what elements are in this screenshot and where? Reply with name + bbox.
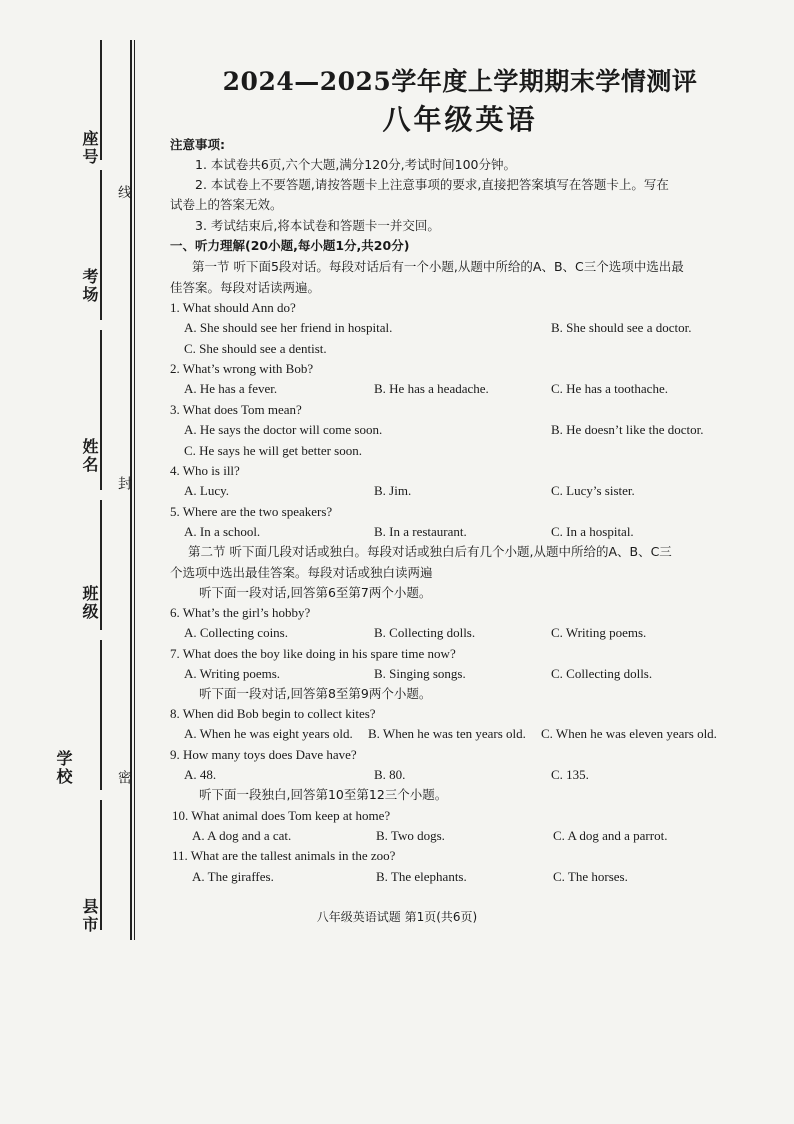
question-10: 10. What animal does Tom keep at home?	[172, 808, 391, 823]
q8-option-c: C. When he was eleven years old.	[541, 726, 717, 741]
part2-instructions: 第二节 听下面几段对话或独白。每段对话或独白后有几个小题,从题中所给的A、B、C三	[188, 544, 672, 559]
exam-title: 2024—2025学年度上学期期末学情测评	[222, 67, 698, 96]
notice-heading: 注意事项:	[170, 137, 225, 152]
q6-option-c: C. Writing poems.	[551, 625, 647, 640]
q2-option-a: A. He has a fever.	[184, 381, 278, 396]
notice-item-2-cont: 试卷上的答案无效。	[170, 197, 283, 212]
question-6: 6. What’s the girl’s hobby?	[170, 605, 311, 620]
binding-line	[130, 40, 132, 940]
question-7: 7. What does the boy like doing in his spare time now?	[170, 646, 456, 661]
name-blank	[100, 330, 102, 490]
question-11: 11. What are the tallest animals in the zoo?	[172, 848, 396, 863]
county-label: 县市	[80, 898, 99, 934]
class-blank	[100, 500, 102, 630]
page-footer: 八年级英语试题 第1页(共6页)	[316, 910, 478, 924]
seal-secret-mark: 密	[116, 770, 132, 784]
q10-option-b: B. Two dogs.	[376, 828, 445, 843]
intro-8-9: 听下面一段对话,回答第8至第9两个小题。	[199, 686, 432, 701]
intro-6-7: 听下面一段对话,回答第6至第7两个小题。	[199, 585, 432, 600]
binding-line-outer	[134, 40, 135, 940]
exam-subtitle: 八年级英语	[382, 103, 538, 136]
q10-option-c: C. A dog and a parrot.	[553, 828, 668, 843]
q6-option-b: B. Collecting dolls.	[374, 625, 476, 640]
q11-option-a: A. The giraffes.	[192, 869, 274, 884]
q8-option-a: A. When he was eight years old.	[184, 726, 353, 741]
binding-margin	[0, 0, 140, 1124]
q11-option-b: B. The elephants.	[376, 869, 467, 884]
q1-option-b: B. She should see a doctor.	[551, 320, 692, 335]
question-1: 1. What should Ann do?	[170, 300, 296, 315]
q4-option-a: A. Lucy.	[184, 483, 230, 498]
part1-instructions-cont: 佳答案。每段对话读两遍。	[170, 280, 321, 295]
q2-option-c: C. He has a toothache.	[551, 381, 668, 396]
part1-instructions: 第一节 听下面5段对话。每段对话后有一个小题,从题中所给的A、B、C三个选项中选出最	[192, 259, 684, 274]
seat-label: 座号	[80, 130, 99, 166]
school-blank	[100, 640, 102, 790]
q7-option-a: A. Writing poems.	[184, 666, 281, 681]
q3-option-a: A. He says the doctor will come soon.	[184, 422, 383, 437]
q11-option-c: C. The horses.	[553, 869, 628, 884]
q7-option-c: C. Collecting dolls.	[551, 666, 653, 681]
q1-option-c: C. She should see a dentist.	[184, 341, 327, 356]
q10-option-a: A. A dog and a cat.	[192, 828, 292, 843]
question-4: 4. Who is ill?	[170, 463, 240, 478]
question-2: 2. What’s wrong with Bob?	[170, 361, 314, 376]
notice-item-2: 2. 本试卷上不要答题,请按答题卡上注意事项的要求,直接把答案填写在答题卡上。写在	[195, 177, 669, 192]
question-5: 5. Where are the two speakers?	[170, 504, 333, 519]
q8-option-b: B. When he was ten years old.	[368, 726, 526, 741]
notice-item-1: 1. 本试卷共6页,六个大题,满分120分,考试时间100分钟。	[195, 157, 516, 172]
q2-option-b: B. He has a headache.	[374, 381, 489, 396]
notice-item-3: 3. 考试结束后,将本试卷和答题卡一并交回。	[195, 218, 440, 233]
q9-option-a: A. 48.	[184, 767, 217, 782]
q1-option-a: A. She should see her friend in hospital.	[184, 320, 393, 335]
q9-option-c: C. 135.	[551, 767, 589, 782]
q5-option-b: B. In a restaurant.	[374, 524, 467, 539]
exam-room-label: 考场	[80, 268, 99, 304]
seal-line-mark: 线	[116, 185, 132, 199]
section-heading: 一、听力理解(20小题,每小题1分,共20分)	[170, 238, 410, 253]
q4-option-b: B. Jim.	[374, 483, 412, 498]
q5-option-a: A. In a school.	[184, 524, 261, 539]
school-label: 学校	[54, 750, 73, 786]
exam-room-blank	[100, 170, 102, 320]
class-label: 班级	[80, 585, 99, 621]
q5-option-c: C. In a hospital.	[551, 524, 634, 539]
name-label: 姓名	[80, 438, 99, 474]
question-9: 9. How many toys does Dave have?	[170, 747, 357, 762]
q3-option-c: C. He says he will get better soon.	[184, 443, 362, 458]
seat-blank	[100, 40, 102, 160]
question-3: 3. What does Tom mean?	[170, 402, 302, 417]
question-8: 8. When did Bob begin to collect kites?	[170, 706, 376, 721]
q3-option-b: B. He doesn’t like the doctor.	[551, 422, 704, 437]
q4-option-c: C. Lucy’s sister.	[551, 483, 635, 498]
seal-seal-mark: 封	[116, 476, 132, 490]
q6-option-a: A. Collecting coins.	[184, 625, 288, 640]
q7-option-b: B. Singing songs.	[374, 666, 466, 681]
q9-option-b: B. 80.	[374, 767, 406, 782]
intro-10-12: 听下面一段独白,回答第10至第12三个小题。	[199, 787, 448, 802]
part2-instructions-cont: 个选项中选出最佳答案。每段对话或独白读两遍	[170, 565, 433, 580]
